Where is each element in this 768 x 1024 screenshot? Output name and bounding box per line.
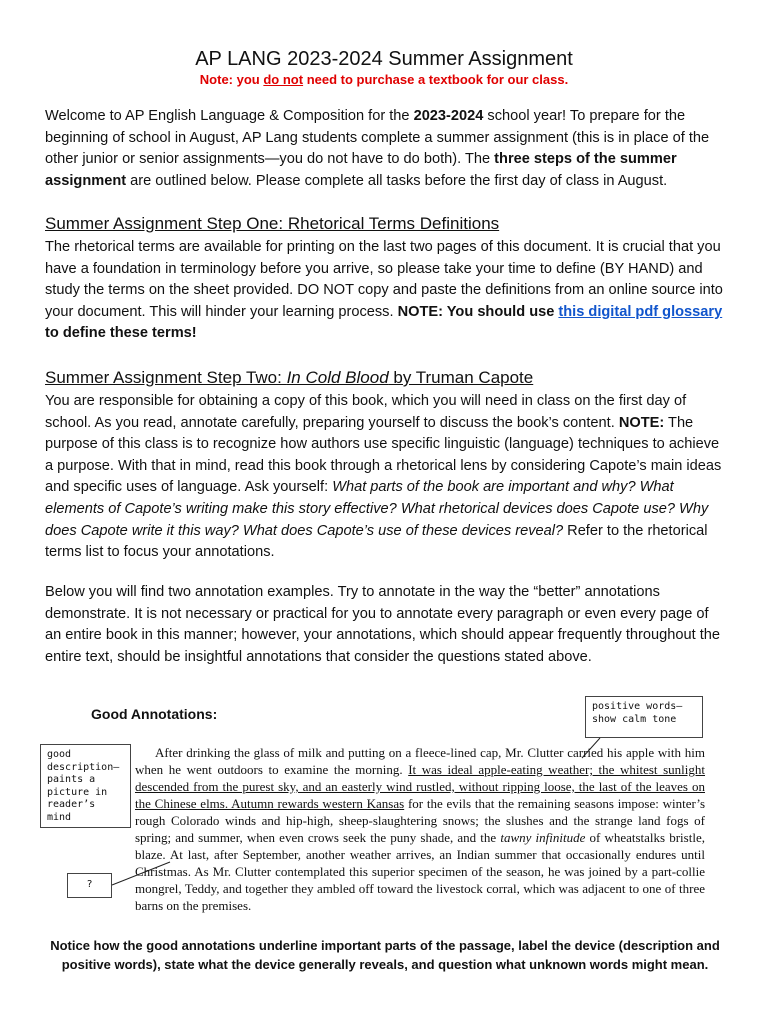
annotation-question: ? <box>67 873 112 898</box>
step-one-paragraph: The rhetorical terms are available for printing on the last two pages of this document. It is crucial that you have a foundation in terminology before you arrive, so please take your time to define (BY HAND) and study the terms on the sheet provided. DO NOT copy and paste the definitions from an online source into your document. This will hinder your learning process. NOTE: You should use this digital pdf glossary to define these terms! <box>45 239 723 342</box>
intro-paragraph: Welcome to AP English Language & Composition for the 2023-2024 school year! To prepare for the beginning of school in August, AP Lang students complete a summer assignment (this is in place of the other junior or senior assignments—you do not have to do both). The three steps of the summer assignment are outlined below. Please complete all tasks before the first day of class in August. <box>45 108 710 189</box>
page-title: AP LANG 2023-2024 Summer Assignment <box>195 48 573 70</box>
digital-glossary-link[interactable]: this digital pdf glossary <box>558 303 723 320</box>
textbook-note: Note: you do not need to purchase a textbook for our class. <box>199 72 569 87</box>
bottom-note: Notice how the good annotations underline important parts of the passage, label the device (description and positive words), state what the device generally reveals, and question what unknown words might mean. <box>50 938 720 972</box>
step-one-heading: Summer Assignment Step One: Rhetorical Terms Definitions <box>45 214 500 233</box>
annotation-positive-words: positive words— show calm tone <box>585 696 703 738</box>
annotation-intro-paragraph: Below you will find two annotation examples. Try to annotate in the way the “better” annotations demonstrate. It is not necessary or practical for you to annotate every paragraph or even every page of an entire book in this manner; however, your annotations, which should appear frequently throughout the entire text, should be insightful annotations that consider the questions stated above. <box>45 584 720 665</box>
step-two-heading: Summer Assignment Step Two: In Cold Blood by Truman Capote <box>45 368 534 387</box>
book-excerpt: After drinking the glass of milk and putting on a fleece-lined cap, Mr. Clutter carried his apple with him when he went outdoors to examine the morning. It was ideal apple-eating weather; the whitest sunlight descended from the purest sky, and an easterly wind rustled, without ripping loose, the last of the leaves on the Chinese elms. Autumn rewards western Kansas for the evils that the remaining seasons impose: winter’s rough Colorado winds and hip-high, sheep-slaughtering snows; the slushes and the strange land fogs of spring; and summer, when even crows seek the puny shade, and the tawny infinitude of wheatstalks bristle, blaze. At last, after September, another weather arrives, an Indian summer that occasionally endures until Christmas. As Mr. Clutter contemplated this superior specimen of the season, he was joined by a part-collie mongrel, Teddy, and together they ambled off toward the livestock corral, which was adjacent to one of three barns on the premises. <box>135 745 706 913</box>
annotation-good-description: good description— paints a picture in reader’s mind <box>40 744 131 828</box>
good-annotations-label: Good Annotations: <box>91 706 218 722</box>
step-two-paragraph: You are responsible for obtaining a copy of this book, which you will need in class on the first day of school. As you read, annotate carefully, preparing yourself to discuss the book’s content. NOTE: The purpose of this class is to recognize how authors use specific linguistic (language) techniques to achieve a purpose. With that in mind, read this book through a rhetorical lens by considering Capote’s main ideas and specific uses of language. Ask yourself: What parts of the book are important and why? What elements of Capote’s writing make this story effective? What rhetorical devices does Capote use? Why does Capote write it this way? What does Capote’s use of these devices reveal? Refer to the rhetorical terms list to focus your annotations. <box>45 393 722 561</box>
